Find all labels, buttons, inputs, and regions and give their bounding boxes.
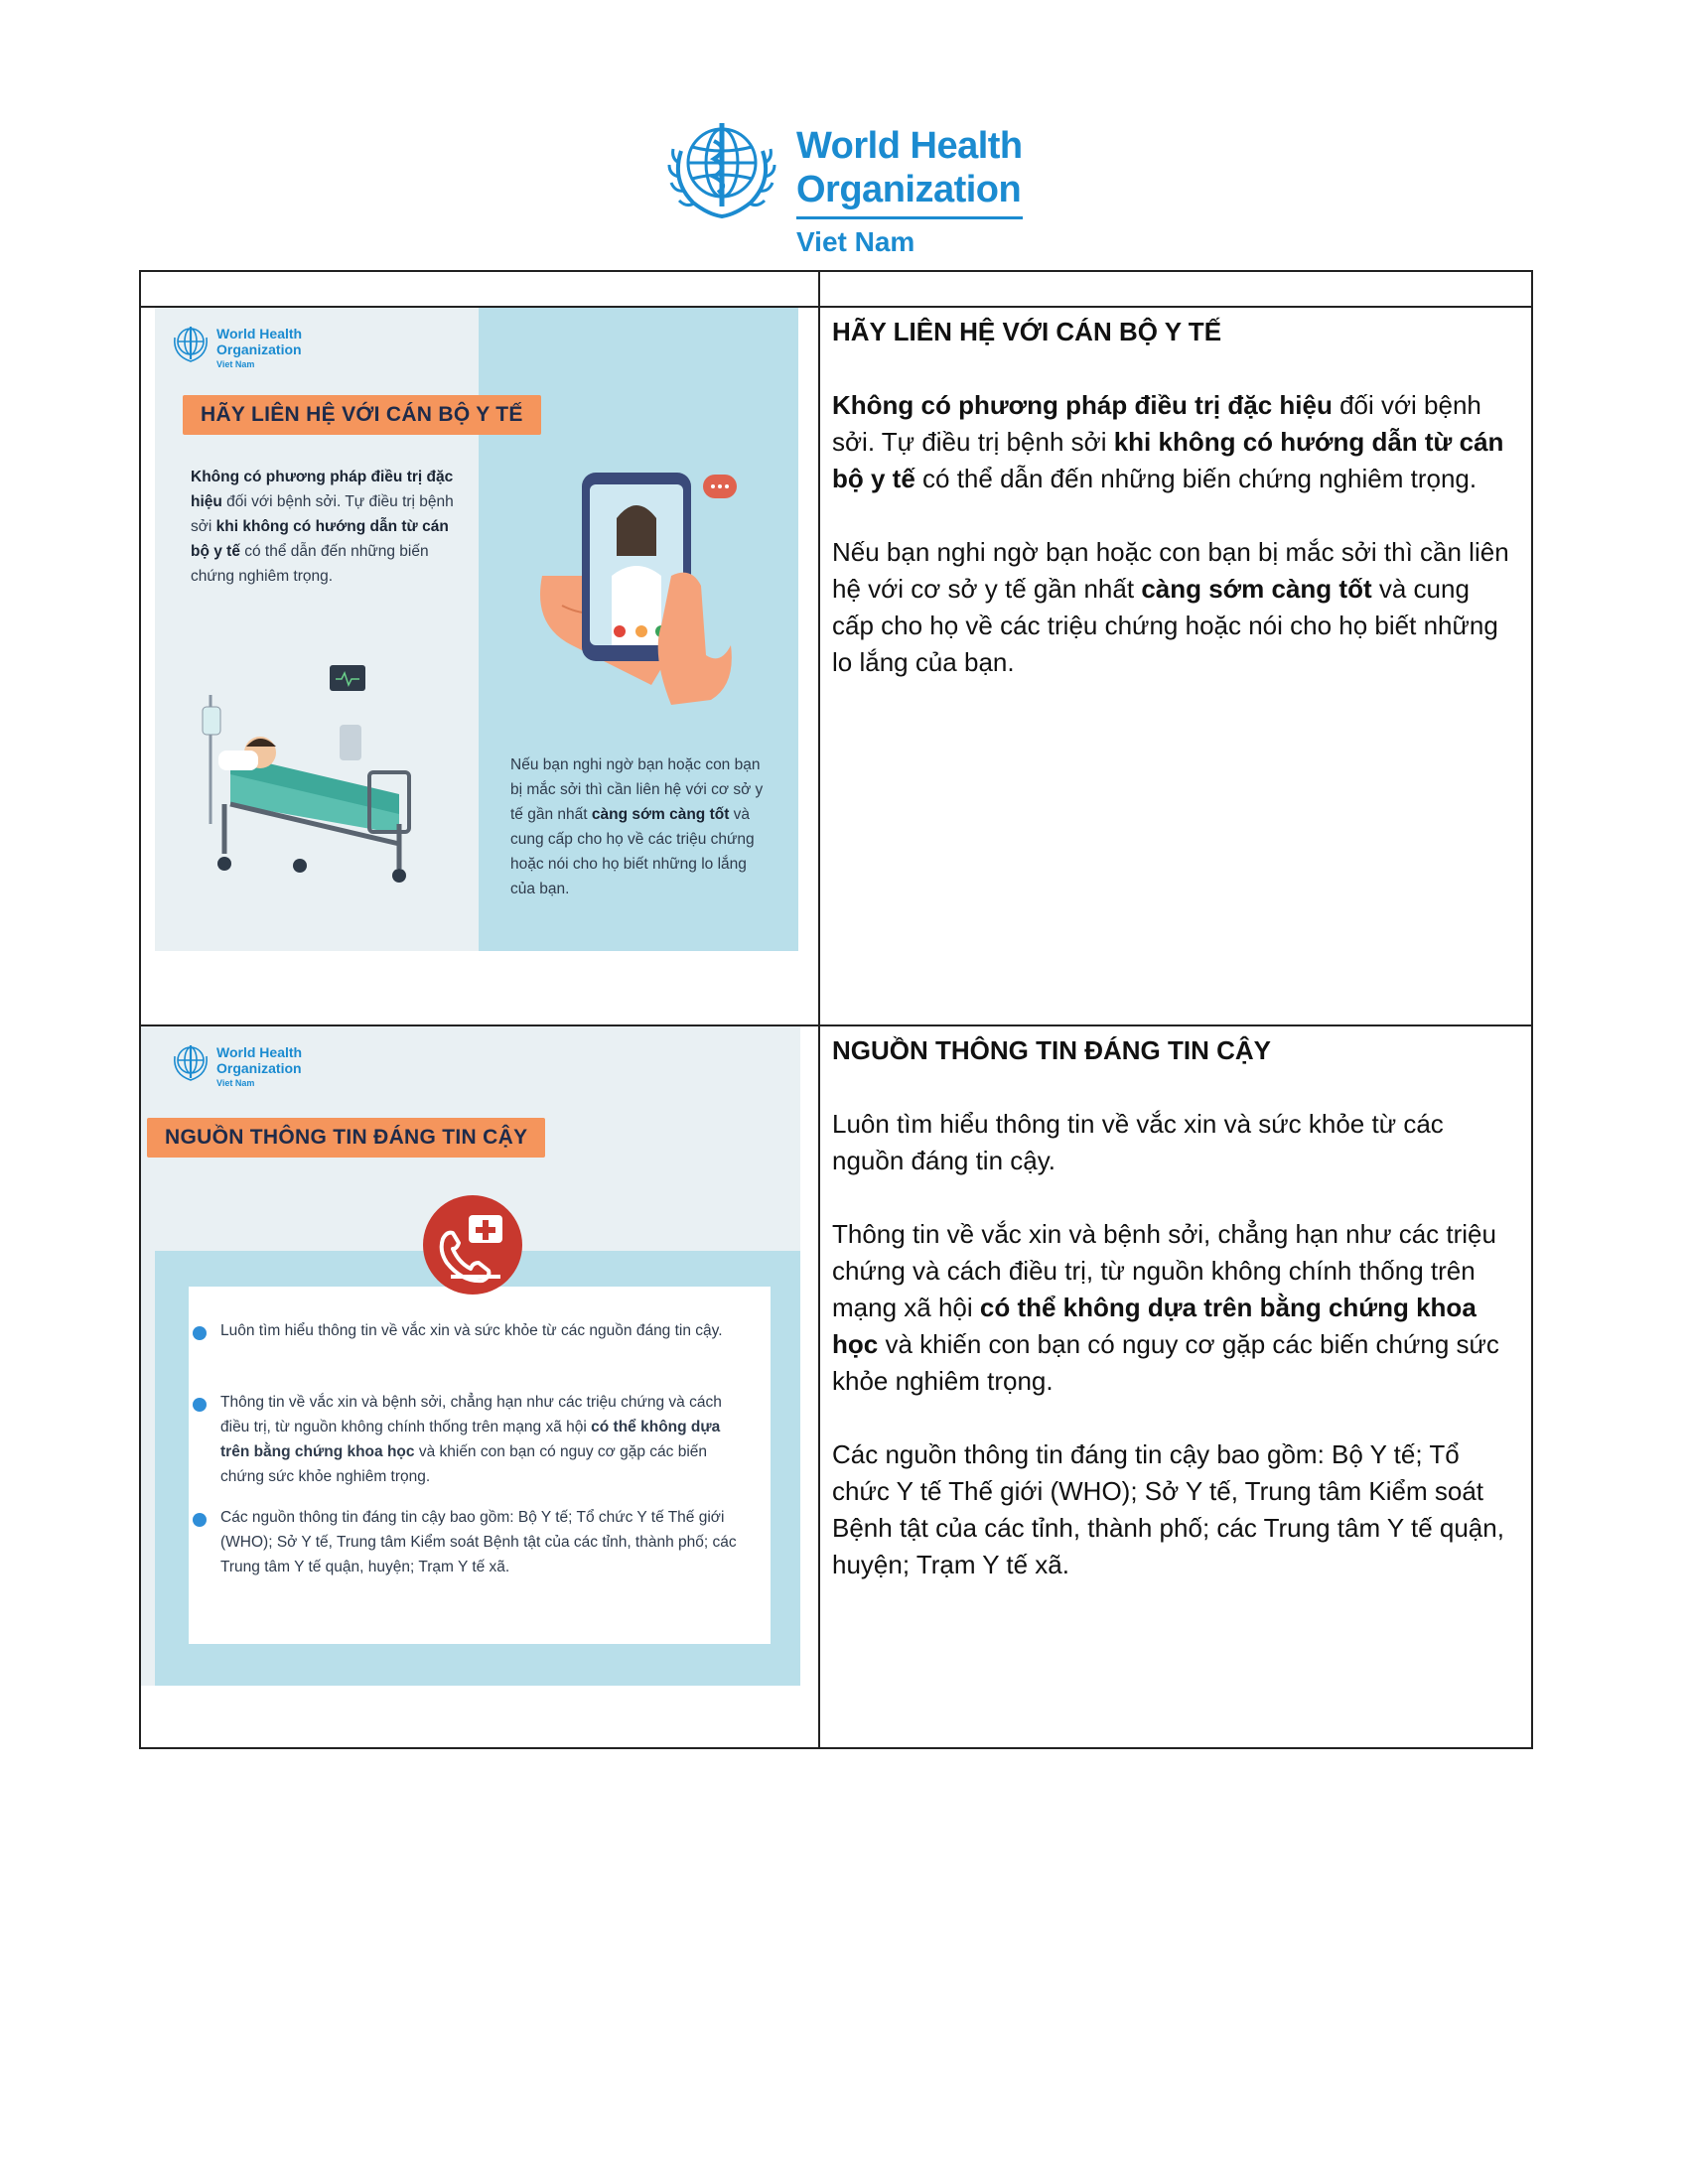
who-emblem-icon (663, 111, 780, 228)
row-1-p1-b: đối với bệnh sởi. Tự điều trị bệnh sởi (832, 390, 1481, 457)
row-2-text (832, 1032, 1517, 1620)
infographic-text-1-b: đối với bệnh sởi. Tự điều trị bệnh sởi (191, 493, 454, 535)
infographic-text-1-bold-a: Không có phương pháp điều trị đặc hiệu (191, 469, 454, 510)
infographic-text-2 (510, 752, 767, 901)
who-emblem-icon (169, 322, 212, 365)
phone-call-illustration (532, 457, 771, 705)
who-logo (663, 111, 1033, 260)
row-1-p2-a: Nếu bạn nghi ngờ bạn hoặc con bạn bị mắc sởi thì cần liên hệ với cơ sở y tế gần nhất (832, 537, 1509, 604)
infographic-text-2-bold-b: càng sớm càng tốt (591, 806, 730, 823)
infographic-contact-health-worker (155, 308, 798, 951)
who-emblem-icon (169, 1040, 212, 1084)
phone-medical-icon (421, 1193, 524, 1297)
infographic-text-1 (191, 465, 455, 589)
table-border-top (139, 270, 1533, 272)
info-bullet-2-a: Thông tin về vắc xin và bệnh sởi, chẳng hạn như các triệu chứng và cách điều trị, từ nguồn không chính thống trên mạng xã hội (220, 1394, 722, 1435)
row-2-p2-c: và khiến con bạn có nguy cơ gặp các biến chứng sức khỏe nghiêm trọng. (832, 1329, 1499, 1396)
bullet-icon (193, 1398, 207, 1412)
infographic-logo-country: Viet Nam (216, 1078, 255, 1088)
infographic-banner: HÃY LIÊN HỆ VỚI CÁN BỘ Y TẾ (183, 395, 541, 435)
infographic-text-1-bold-c: khi không có hướng dẫn từ cán bộ y tế (191, 518, 449, 560)
bullet-icon (193, 1326, 207, 1340)
infographic-logo-country: Viet Nam (216, 359, 255, 369)
info-bullet-2 (220, 1390, 737, 1489)
info-bullet-2-bold-b: có thể không dựa trên bằng chứng khoa học (220, 1419, 721, 1460)
row-2-paragraph-3: Các nguồn thông tin đáng tin cậy bao gồm: Bộ Y tế; Tổ chức Y tế Thế giới (WHO); Sở Y tế, Trung tâm Kiểm soát Bệnh tật của các tỉnh, thành phố; các Trung tâm Y tế quận, huyện; Trạm Y tế xã. (832, 1439, 1504, 1579)
row-1-paragraph-1 (832, 387, 1517, 497)
row-2-paragraph-2 (832, 1216, 1517, 1400)
row-1-p2-bold-b: càng sớm càng tốt (1141, 574, 1372, 604)
logo-divider (796, 216, 1023, 219)
table-border-bottom (139, 1747, 1533, 1749)
hospital-bed-illustration (191, 655, 449, 884)
infographic-logo-line2: Organization (216, 341, 302, 357)
infographic-logo-line1: World Health (216, 326, 303, 341)
infographic-text-1-d: có thể dẫn đến những biến chứng nghiêm trọng. (191, 543, 429, 585)
row-1-text (832, 314, 1517, 718)
row-1-p2-c: và cung cấp cho họ về các triệu chứng hoặc nói cho họ biết những lo lắng của bạn. (832, 574, 1498, 677)
infographic-reliable-sources (141, 1026, 800, 1686)
infographic-logo-line1: World Health (216, 1044, 303, 1060)
row-1-p1-bold-a: Không có phương pháp điều trị đặc hiệu (832, 390, 1333, 420)
infographic-logo (169, 322, 318, 371)
info-bullet-2-c: và khiến con bạn có nguy cơ gặp các biến chứng sức khỏe nghiêm trọng. (220, 1443, 708, 1485)
row-2-p2-bold-b: có thể không dựa trên bằng chứng khoa học (832, 1293, 1477, 1359)
infographic-logo (169, 1040, 318, 1090)
who-logo-country: Viet Nam (796, 226, 915, 257)
who-logo-line1: World Health (796, 125, 1023, 167)
info-bullet-1: Luôn tìm hiểu thông tin về vắc xin và sức khỏe từ các nguồn đáng tin cậy. (220, 1322, 723, 1339)
bullet-icon (193, 1513, 207, 1527)
row-2-p2-a: Thông tin về vắc xin và bệnh sởi, chẳng hạn như các triệu chứng và cách điều trị, từ nguồn không chính thống trên mạng xã hội (832, 1219, 1496, 1322)
row-2-paragraph-1: Luôn tìm hiểu thông tin về vắc xin và sức khỏe từ các nguồn đáng tin cậy. (832, 1109, 1444, 1175)
row-1-p1-bold-c: khi không có hướng dẫn từ cán bộ y tế (832, 427, 1504, 493)
row-1-p1-d: có thể dẫn đến những biến chứng nghiêm trọng. (914, 464, 1477, 493)
table-border-middle (818, 270, 820, 1749)
info-bullet-3: Các nguồn thông tin đáng tin cậy bao gồm: Bộ Y tế; Tổ chức Y tế Thế giới (WHO); Sở Y tế, Trung tâm Kiểm soát Bệnh tật của các tỉnh, thành phố; các Trung tâm Y tế quận, huyện; Trạm Y tế xã. (220, 1509, 737, 1575)
who-logo-line2: Organization (796, 169, 1022, 210)
infographic-text-2-a: Nếu bạn nghi ngờ bạn hoặc con bạn bị mắc sởi thì cần liên hệ với cơ sở y tế gần nhất (510, 756, 764, 823)
infographic-logo-line2: Organization (216, 1060, 302, 1076)
table-border-right (1531, 270, 1533, 1749)
row-1-paragraph-2 (832, 534, 1517, 681)
infographic-banner: NGUỒN THÔNG TIN ĐÁNG TIN CẬY (147, 1118, 545, 1158)
row-2-title: NGUỒN THÔNG TIN ĐÁNG TIN CẬY (832, 1035, 1271, 1065)
content-table (139, 270, 1533, 1749)
row-1-title: HÃY LIÊN HỆ VỚI CÁN BỘ Y TẾ (832, 317, 1222, 346)
infographic-text-2-c: và cung cấp cho họ về các triệu chứng hoặc nói cho họ biết những lo lắng của bạn. (510, 806, 755, 897)
